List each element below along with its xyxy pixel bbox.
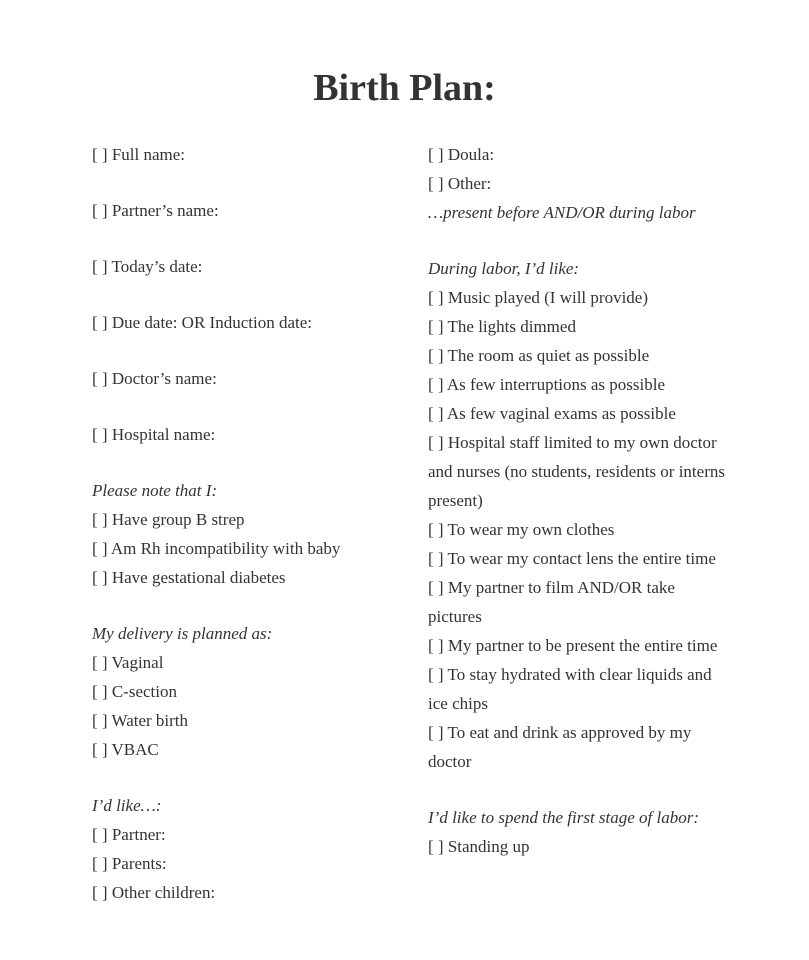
section-heading-delivery: My delivery is planned as: [92, 624, 273, 643]
section-heading-please-note: Please note that I: [92, 481, 218, 500]
section-heading-first-stage: I’d like to spend the first stage of labor: [428, 808, 700, 827]
spacer [92, 225, 412, 252]
checkbox-lights-dimmed[interactable]: [ ] The lights dimmed [428, 317, 576, 336]
checkbox-gestational-diabetes[interactable]: [ ] Have gestational diabetes [92, 568, 286, 587]
section-heading-id-like: I’d like…: [92, 796, 162, 815]
field-todays-date[interactable]: [ ] Today’s date: [92, 257, 203, 276]
spacer [92, 169, 412, 196]
spacer [92, 281, 412, 308]
checkbox-rh-incompatibility[interactable]: [ ] Am Rh incompatibility with baby [92, 539, 341, 558]
spacer [428, 227, 728, 254]
field-doctor-name[interactable]: [ ] Doctor’s name: [92, 369, 217, 388]
checkbox-partner[interactable]: [ ] Partner: [92, 825, 166, 844]
checkbox-contact-lens[interactable]: [ ] To wear my contact lens the entire time [428, 549, 716, 568]
checkbox-room-quiet[interactable]: [ ] The room as quiet as possible [428, 346, 650, 365]
field-due-date[interactable]: [ ] Due date: OR Induction date: [92, 313, 312, 332]
checkbox-stay-hydrated[interactable]: [ ] To stay hydrated with clear liquids and ice chips [428, 665, 712, 713]
right-column [428, 140, 728, 861]
checkbox-doula[interactable]: [ ] Doula: [428, 145, 495, 164]
checkbox-staff-limited[interactable]: [ ] Hospital staff limited to my own doctor and nurses (no students, residents or interns present) [428, 433, 725, 510]
checkbox-vaginal[interactable]: [ ] Vaginal [92, 653, 164, 672]
field-hospital-name[interactable]: [ ] Hospital name: [92, 425, 216, 444]
spacer [92, 449, 412, 476]
section-heading-during-labor: During labor, I’d like: [428, 259, 580, 278]
checkbox-eat-drink[interactable]: [ ] To eat and drink as approved by my doctor [428, 723, 692, 771]
checkbox-music[interactable]: [ ] Music played (I will provide) [428, 288, 648, 307]
left-column [92, 140, 412, 907]
checkbox-other[interactable]: [ ] Other: [428, 174, 492, 193]
present-note: …present before AND/OR during labor [428, 203, 696, 222]
page-title: Birth Plan: [313, 67, 496, 109]
spacer [92, 393, 412, 420]
checkbox-standing-up[interactable]: [ ] Standing up [428, 837, 530, 856]
spacer [92, 764, 412, 791]
checkbox-water-birth[interactable]: [ ] Water birth [92, 711, 189, 730]
checkbox-vbac[interactable]: [ ] VBAC [92, 740, 159, 759]
field-full-name[interactable]: [ ] Full name: [92, 145, 186, 164]
checkbox-partner-present[interactable]: [ ] My partner to be present the entire time [428, 636, 718, 655]
spacer [92, 337, 412, 364]
spacer [428, 776, 728, 803]
field-partner-name[interactable]: [ ] Partner’s name: [92, 201, 219, 220]
checkbox-few-exams[interactable]: [ ] As few vaginal exams as possible [428, 404, 676, 423]
checkbox-partner-film[interactable]: [ ] My partner to film AND/OR take pictures [428, 578, 675, 626]
spacer [92, 592, 412, 619]
checkbox-few-interruptions[interactable]: [ ] As few interruptions as possible [428, 375, 666, 394]
checkbox-group-b-strep[interactable]: [ ] Have group B strep [92, 510, 245, 529]
checkbox-other-children[interactable]: [ ] Other children: [92, 883, 216, 902]
checkbox-parents[interactable]: [ ] Parents: [92, 854, 167, 873]
checkbox-c-section[interactable]: [ ] C-section [92, 682, 177, 701]
checkbox-own-clothes[interactable]: [ ] To wear my own clothes [428, 520, 615, 539]
